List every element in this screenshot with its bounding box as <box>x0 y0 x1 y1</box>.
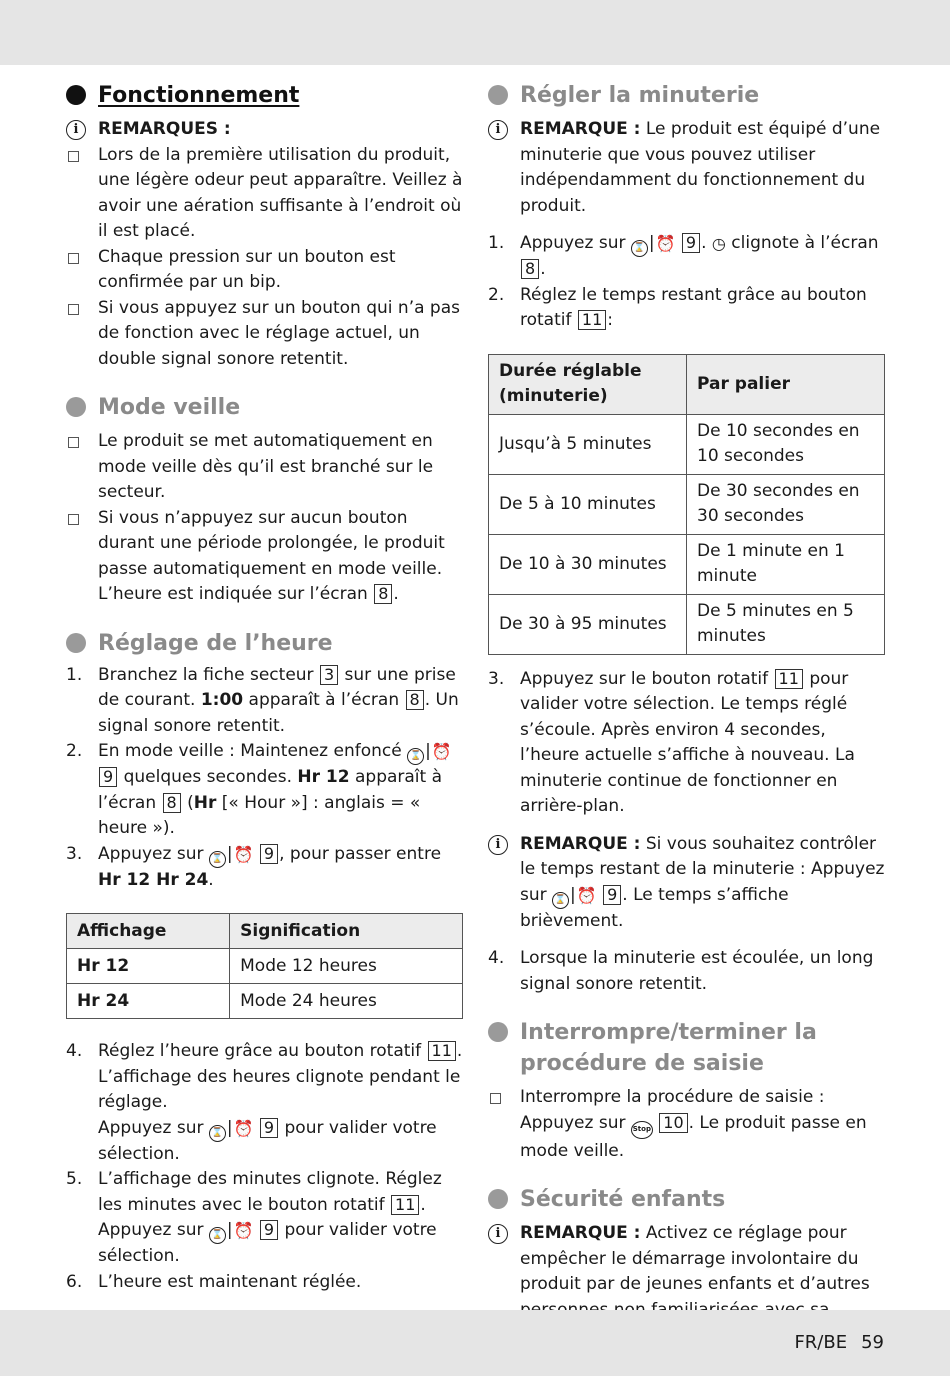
info-icon: i <box>66 120 86 140</box>
heading-reglage-heure: Réglage de l’heure <box>66 628 463 659</box>
list-item: Si vous n’appuyez sur aucun bouton durant une période prolongée, le produit passe automatiquement en mode veille. L’heure est indiquée sur l’écran 8 . <box>66 506 463 608</box>
step-item: 4. Réglez l’heure grâce au bouton rotatif 11 . L’affichage des heures clignote pendant le réglage. Appuyez sur ⌛ |⏰ 9 pour valider votre sélection. <box>66 1041 463 1164</box>
ref-box: 9 <box>260 844 278 864</box>
table-cell: De 1 minute en 1 minute <box>687 534 885 594</box>
minuterie-steps <box>488 231 885 334</box>
timer-icon: ⌛ <box>209 1125 226 1142</box>
minuterie-table <box>488 354 885 655</box>
table-header: Par palier <box>687 354 885 414</box>
table-row <box>489 474 885 534</box>
table-cell: De 30 à 95 minutes <box>489 594 687 654</box>
minuterie-note: i REMARQUE : Le produit est équipé d’une minuterie que vous pouvez utiliser indépendamment du fonctionnement du produit. <box>488 117 885 219</box>
ref-box: 9 <box>603 885 621 905</box>
step-item: 1. Branchez la fiche secteur 3 sur une prise de courant. 1:00 apparaît à l’écran 8 . Un signal sonore retentit. <box>66 664 459 736</box>
table-row <box>67 984 463 1019</box>
table-row <box>489 534 885 594</box>
table-header: Durée réglable (minuterie) <box>489 354 687 414</box>
info-icon: i <box>488 120 508 140</box>
minuterie-steps-3 <box>488 946 885 997</box>
reglage-heure-steps-2 <box>66 1039 463 1295</box>
step-item: 6. L’heure est maintenant réglée. <box>66 1271 362 1292</box>
step-item: 5. L’affichage des minutes clignote. Réglez les minutes avec le bouton rotatif 11 . Appuyez sur ⌛ |⏰ 9 pour valider votre sélection. <box>66 1169 442 1266</box>
ref-box: 10 <box>659 1113 687 1133</box>
step-item: 1. Appuyez sur ⌛ |⏰ 9 . ◷ clignote à l’écran 8 . <box>488 233 879 279</box>
ref-box: 8 <box>374 584 392 604</box>
remarques-note <box>66 117 463 143</box>
step-item: 3. Appuyez sur le bouton rotatif 11 pour valider votre sélection. Le temps réglé s’écoule. Après environ 4 secondes, l’heure actuelle s’affiche à nouveau. La minuterie continue de fonctionner en arrière-plan. <box>488 668 855 816</box>
list-item: Interrompre la procédure de saisie : Appuyez sur Stop 10 . Le produit passe en mode veille. <box>488 1085 885 1164</box>
table-cell: De 5 minutes en 5 minutes <box>687 594 885 654</box>
ref-box: 8 <box>521 259 539 279</box>
info-icon: i <box>488 1224 508 1244</box>
ref-box: 9 <box>260 1220 278 1240</box>
step-item: 3. Appuyez sur ⌛ |⏰ 9 , pour passer entre Hr 12 Hr 24. <box>66 843 442 890</box>
reglage-heure-steps <box>66 663 463 894</box>
ref-box: 8 <box>163 793 181 813</box>
ref-box: 8 <box>406 690 424 710</box>
page-number: 59 <box>861 1332 884 1353</box>
bullet-dot-icon <box>488 1189 508 1209</box>
step-item: 2. En mode veille : Maintenez enfoncé ⌛ |⏰ 9 quelques secondes. Hr 12 apparaît à l’écran 8 (Hr [« Hour »] : anglais = « heure »). <box>66 741 452 838</box>
info-icon: i <box>488 835 508 855</box>
table-cell: Hr 12 <box>67 949 230 984</box>
stop-icon: Stop <box>631 1121 653 1139</box>
clock-icon: ◷ <box>711 234 726 253</box>
bullet-dot-icon <box>488 85 508 105</box>
table-cell: De 5 à 10 minutes <box>489 474 687 534</box>
remarques-label: REMARQUES : <box>98 119 231 139</box>
table-header: Signification <box>230 914 463 949</box>
heading-fonctionnement: Fonctionnement <box>66 80 463 111</box>
ref-box: 11 <box>578 310 606 330</box>
table-header: Affichage <box>67 914 230 949</box>
ref-box: 11 <box>428 1041 456 1061</box>
footer-lang: FR/BE <box>794 1332 848 1353</box>
alarm-icon: ⏰ <box>233 1221 254 1240</box>
table-row <box>489 594 885 654</box>
left-column <box>66 80 463 1295</box>
timer-icon: ⌛ <box>209 1227 226 1244</box>
table-cell: Mode 12 heures <box>230 949 463 984</box>
table-cell: Mode 24 heures <box>230 984 463 1019</box>
ref-box: 9 <box>99 767 117 787</box>
list-item: Si vous appuyez sur un bouton qui n’a pas de fonction avec le réglage actuel, un double signal sonore retentit. <box>66 296 463 373</box>
table-cell: De 30 secondes en 30 secondes <box>687 474 885 534</box>
table-row <box>67 949 463 984</box>
ref-box: 9 <box>260 1118 278 1138</box>
step-item: 4. Lorsque la minuterie est écoulée, un long signal sonore retentit. <box>488 948 874 994</box>
right-column <box>488 80 885 1349</box>
table-cell: De 10 secondes en 10 secondes <box>687 414 885 474</box>
heading-minuterie: Régler la minuterie <box>488 80 885 111</box>
timer-icon: ⌛ <box>407 748 424 765</box>
bullet-dot-icon <box>66 397 86 417</box>
fonctionnement-list <box>66 143 463 373</box>
alarm-icon: ⏰ <box>576 885 597 905</box>
alarm-icon: ⏰ <box>233 844 254 864</box>
alarm-icon: ⏰ <box>431 742 452 761</box>
list-item: Chaque pression sur un bouton est confirmée par un bip. <box>66 245 463 296</box>
ref-box: 3 <box>320 665 338 685</box>
heading-securite: Sécurité enfants <box>488 1184 885 1215</box>
mode-veille-list <box>66 429 463 608</box>
list-item: Lors de la première utilisation du produit, une légère odeur peut apparaître. Veillez à avoir une aération suffisante à l’endroit où il est placé. <box>66 143 463 245</box>
ref-box: 11 <box>391 1195 419 1215</box>
interrompre-list <box>488 1085 885 1164</box>
table-cell: Jusqu’à 5 minutes <box>489 414 687 474</box>
heading-interrompre: Interrompre/terminer la procédure de saisie <box>488 1017 885 1079</box>
alarm-icon: ⏰ <box>233 1118 254 1138</box>
alarm-icon: ⏰ <box>655 234 676 253</box>
timer-icon: ⌛ <box>552 892 569 909</box>
table-cell: Hr 24 <box>67 984 230 1019</box>
bullet-dot-icon <box>488 1022 508 1042</box>
ref-box: 11 <box>775 669 803 689</box>
minuterie-steps-2 <box>488 667 885 820</box>
timer-icon: ⌛ <box>209 851 226 868</box>
timer-icon: ⌛ <box>631 240 648 257</box>
heading-mode-veille: Mode veille <box>66 392 463 423</box>
affichage-table <box>66 913 463 1019</box>
ref-box: 9 <box>682 233 700 253</box>
table-cell: De 10 à 30 minutes <box>489 534 687 594</box>
top-band <box>0 0 950 65</box>
minuterie-note-2: i REMARQUE : Si vous souhaitez contrôler le temps restant de la minuterie : Appuyez sur ⌛ |⏰ 9 . Le temps s’affiche brièvement. <box>488 832 885 935</box>
table-row <box>489 414 885 474</box>
step-item: 2. Réglez le temps restant grâce au bouton rotatif 11 : <box>488 284 867 330</box>
bullet-dot-icon <box>66 85 86 105</box>
bullet-dot-icon <box>66 633 86 653</box>
list-item: Le produit se met automatiquement en mode veille dès qu’il est branché sur le secteur. <box>66 429 463 506</box>
page-footer <box>794 1331 884 1355</box>
securite-note: i REMARQUE : Activez ce réglage pour empêcher le démarrage involontaire du produit par de jeunes enfants et d’autres <box>488 1221 885 1349</box>
